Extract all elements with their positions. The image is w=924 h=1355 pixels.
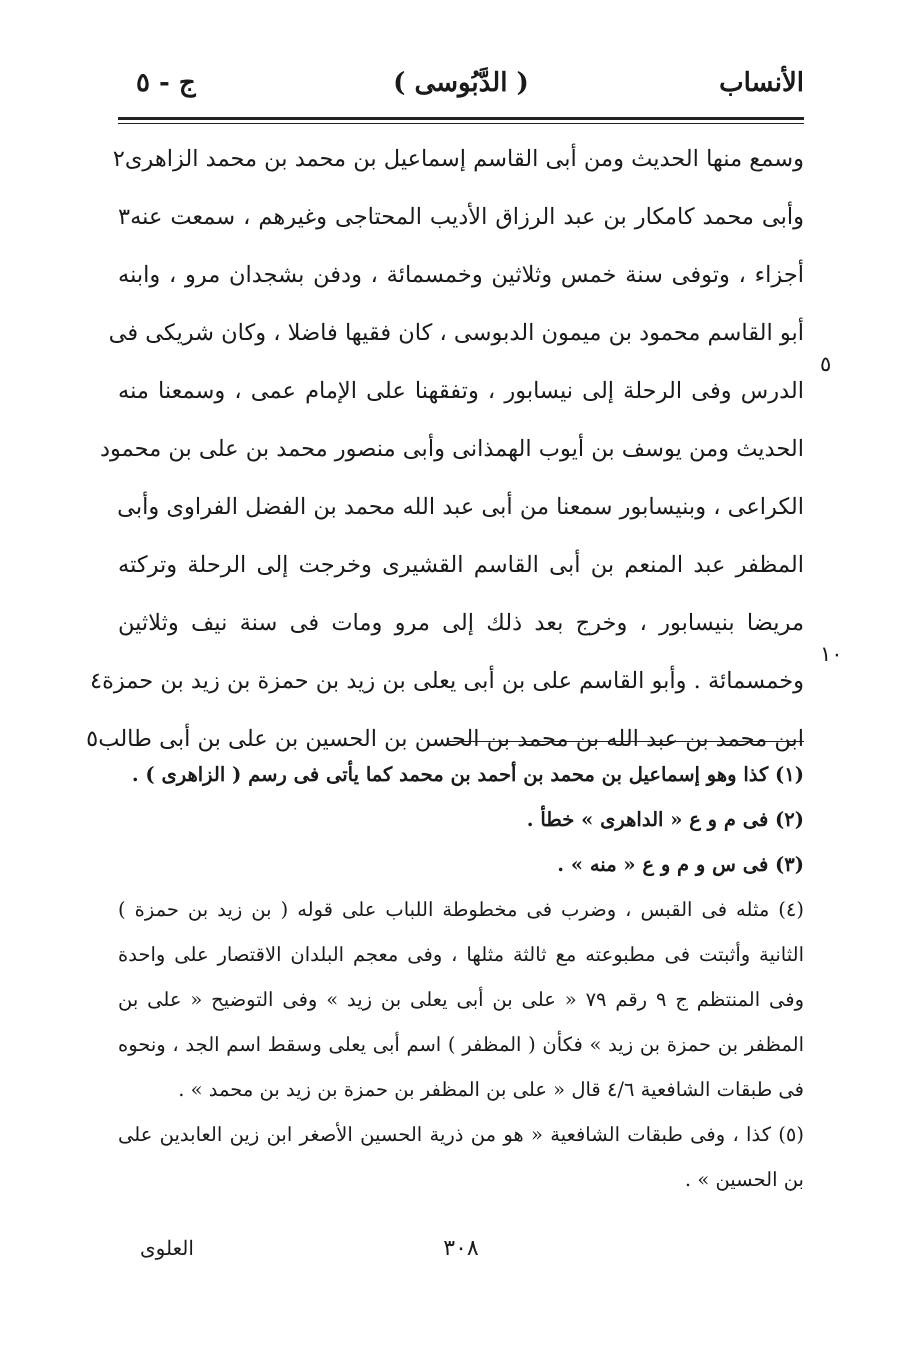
footnote-4: (٤) مثله فى القبس ، وضرب فى مخطوطة اللباب على قوله ( بن زيد بن حمزة ) الثانية وأثبتت فى مطبوعته مع ثالثة مثلها ، وفى معجم البلدان الاقتصار على واحدة وفى المنتظم ج ٩ رقم ٧٩ « على بن أبى يعلى بن زيد » وفى التوضيح « على بن المظفر بن حمزة بن زيد » فكأن ( المظفر ) اسم أبى يعلى وسقط اسم الجد ، ونحوه فى طبقات الشافعية ٤/٦ قال « على بن المظفر بن حمزة بن زيد بن محمد » . [118, 898, 804, 1101]
text-line: المظفر عبد المنعم بن أبى القاسم القشيرى وخرجت إلى الرحلة وتركته [118, 552, 804, 578]
footnote-rule [448, 741, 804, 742]
header-rule-thick [118, 117, 804, 120]
volume-label: ج - ٥ [136, 68, 196, 98]
page-header [118, 68, 804, 108]
book-title: الأنساب [719, 68, 804, 98]
main-text [86, 130, 804, 768]
text-line: أجزاء ، وتوفى سنة خمس وثلاثين وخمسمائة ، ودفن بشجدان مرو ، وابنه [118, 262, 804, 288]
page-number: ٣٠٨ [443, 1236, 479, 1261]
footnote-1: (١) كذا وهو إسماعيل بن محمد بن أحمد بن محمد كما يأتى فى رسم ( الزاهرى ) . [131, 763, 804, 786]
footnote-3: (٣) فى س و م و ع « منه » . [557, 853, 804, 876]
line-number-5: ٥ [820, 352, 832, 376]
page-footer [118, 1236, 804, 1276]
footer-name: العلوى [140, 1236, 194, 1260]
text-line: أبو القاسم محمود بن ميمون الدبوسى ، كان فقيها فاضلا ، وكان شريكى فى [108, 320, 804, 346]
text-line: ابن محمد بن عبد الله بن محمد بن الحسن بن الحسين بن على بن أبى طالب٥ [86, 726, 804, 752]
text-line: وأبى محمد كامكار بن عبد الرزاق الأديب المحتاجى وغيرهم ، سمعت عنه٣ [118, 204, 804, 230]
entry-heading: ( الدَّبُوسى ) [393, 68, 529, 98]
text-line: وسمع منها الحديث ومن أبى القاسم إسماعيل بن محمد بن محمد الزاهرى٢ [112, 146, 804, 172]
line-number-10: ١٠ [820, 642, 843, 666]
text-line: وخمسمائة . وأبو القاسم على بن أبى يعلى بن زيد بن حمزة بن زيد بن حمزة٤ [89, 668, 804, 694]
text-line: الدرس وفى الرحلة إلى نيسابور ، وتفقهنا على الإمام عمى ، وسمعنا منه [118, 378, 804, 404]
text-line: مريضا بنيسابور ، وخرج بعد ذلك إلى مرو ومات فى سنة نيف وثلاثين [118, 610, 804, 636]
header-rule-thin [118, 123, 804, 124]
footnotes [118, 752, 804, 1202]
text-line: الكراعى ، وبنيسابور سمعنا من أبى عبد الله محمد بن الفضل الفراوى وأبى [117, 494, 804, 520]
footnote-5: (٥) كذا ، وفى طبقات الشافعية « هو من ذرية الحسين الأصغر ابن زين العابدين على بن الحسين » . [118, 1123, 804, 1191]
footnote-2: (٢) فى م و ع « الداهرى » خطأ . [526, 808, 804, 831]
text-line: الحديث ومن يوسف بن أيوب الهمذانى وأبى منصور محمد بن على بن محمود [100, 436, 804, 462]
